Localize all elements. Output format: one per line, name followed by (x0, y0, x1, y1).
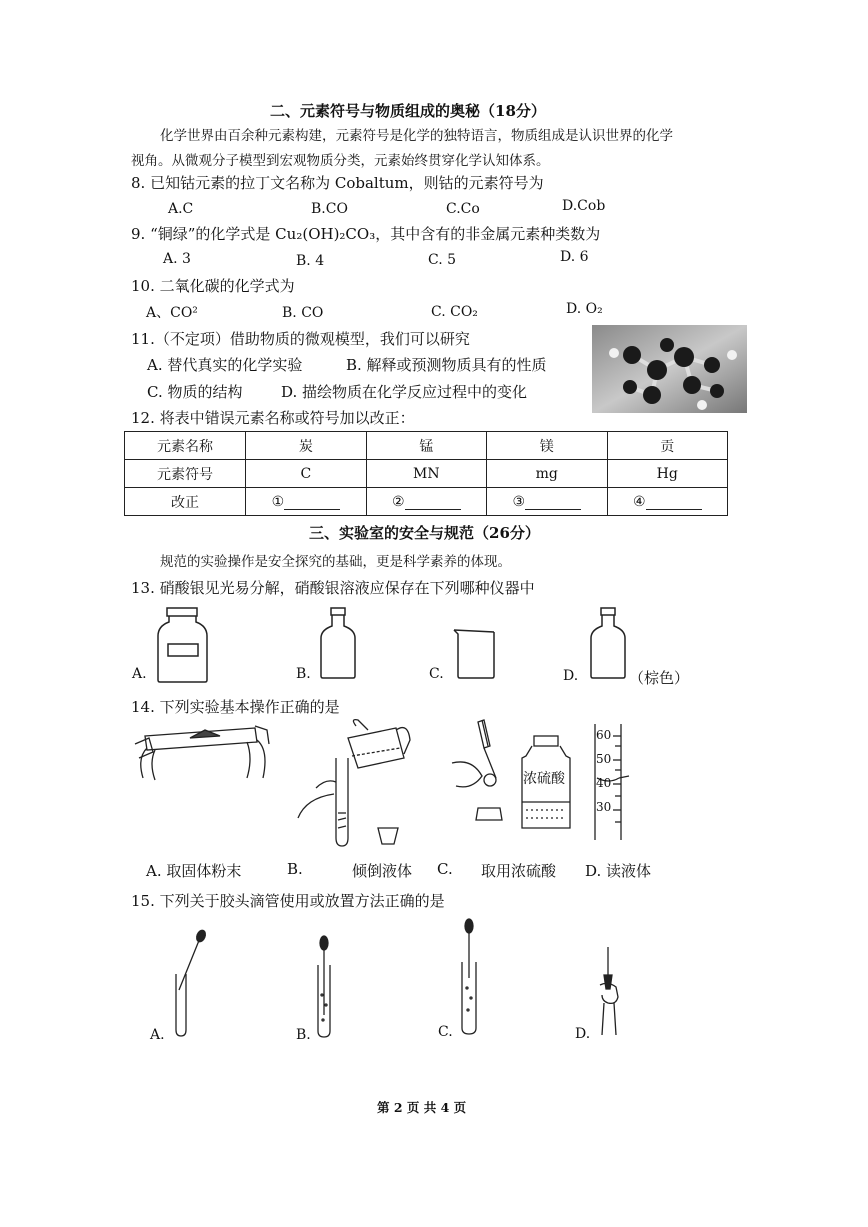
option: C. CO₂ (431, 304, 478, 320)
wide-mouth-bottle-image (155, 606, 210, 684)
blank-number: ② (392, 493, 405, 510)
molecule-model-image (592, 325, 747, 413)
option: B. 4 (296, 253, 325, 269)
option: C. (438, 1024, 453, 1040)
option: C. (437, 860, 453, 878)
dropper-in-tube-slanted-image (170, 930, 210, 1040)
option: B. (296, 1027, 311, 1043)
option: D. O₂ (566, 301, 603, 317)
blank-number: ④ (632, 493, 646, 510)
option: A、CO² (146, 305, 198, 321)
table-cell: 锰 (366, 432, 486, 460)
option: A. 替代真实的化学实验 (147, 356, 303, 374)
table-row (125, 488, 728, 516)
section-intro: 视角。从微观分子模型到宏观物质分类，元素始终贯穿化学认知体系。 (131, 153, 550, 169)
option: 取用浓硫酸 (481, 862, 557, 880)
table-cell: 镁 (487, 432, 607, 460)
table-cell: 炭 (246, 432, 366, 460)
option: A. 取固体粉末 (146, 862, 242, 880)
question-stem: 14. 下列实验基本操作正确的是 (131, 698, 340, 716)
table-cell: 贡 (607, 432, 727, 460)
answer-blank[interactable] (246, 488, 366, 516)
option: A. (150, 1027, 165, 1043)
pour-liquid-image (296, 718, 416, 850)
table-cell: mg (487, 460, 607, 488)
table-row (125, 432, 728, 460)
question-stem: 13. 硝酸银见光易分解，硝酸银溶液应保存在下列哪种仪器中 (131, 579, 535, 597)
dropped-stopper (330, 788, 348, 798)
blank-number: ① (271, 493, 285, 510)
tick-label: 30 (596, 800, 612, 814)
option: B.CO (311, 201, 348, 217)
question-stem: 10. 二氧化碳的化学式为 (131, 277, 295, 295)
option: D. (575, 1026, 591, 1042)
element-table (124, 431, 728, 516)
question-stem: 11.（不定项）借助物质的微观模型，我们可以研究 (131, 330, 470, 348)
option: C. 物质的结构 (147, 383, 243, 401)
section-intro: 化学世界由百余种元素构建，元素符号是化学的独特语言，物质组成是认识世界的化学 (160, 128, 673, 144)
dropper-inside-tube-image (314, 935, 334, 1040)
option: D. 描绘物质在化学反应过程中的变化 (281, 383, 528, 401)
take-powder-image (135, 718, 275, 783)
table-cell: 改正 (125, 488, 246, 516)
option: D.Cob (562, 198, 606, 214)
option: B. (287, 860, 303, 878)
narrow-mouth-bottle-image (318, 606, 358, 680)
option: A.C (168, 201, 194, 217)
option-note: （棕色） (629, 669, 690, 687)
table-cell: 元素名称 (125, 432, 246, 460)
question-stem: 12. 将表中错误元素名称或符号加以改正： (131, 409, 415, 427)
question-stem: 8. 已知钴元素的拉丁文名称为 Cobaltum，则钴的元素符号为 (131, 174, 544, 192)
option: A. (132, 666, 147, 682)
option: C. 5 (428, 252, 457, 268)
table-row (125, 460, 728, 488)
option: B. (296, 666, 311, 682)
question-stem: 15. 下列关于胶头滴管使用或放置方法正确的是 (131, 892, 445, 910)
dropper-above-tube-image (458, 918, 480, 1038)
page-number: 第 2 页 共 4 页 (377, 1100, 467, 1115)
section-title: 三、实验室的安全与规范（26分） (309, 524, 540, 542)
option: D. 读液体 (585, 862, 652, 880)
option: 倾倒液体 (352, 862, 413, 880)
acid-label: 浓硫酸 (523, 771, 565, 787)
section-intro: 规范的实验操作是安全探究的基础，更是科学素养的体现。 (160, 554, 511, 570)
table-cell: 元素符号 (125, 460, 246, 488)
option: C.Co (446, 201, 480, 217)
table-cell: MN (366, 460, 486, 488)
option: D. 6 (560, 249, 589, 265)
table-cell: C (246, 460, 366, 488)
brown-narrow-bottle-image (588, 606, 628, 680)
answer-blank[interactable] (607, 488, 727, 516)
option: B. 解释或预测物质具有的性质 (346, 356, 547, 374)
answer-blank[interactable] (487, 488, 607, 516)
section-title: 二、元素符号与物质组成的奥秘（18分） (270, 102, 546, 120)
blank-number: ③ (512, 493, 526, 510)
option: A. 3 (163, 251, 191, 267)
tick-label: 60 (596, 728, 612, 742)
beaker-image (452, 628, 498, 680)
tick-label: 40 (596, 776, 612, 790)
answer-blank[interactable] (366, 488, 486, 516)
hand-holding-dropper-image (594, 945, 626, 1037)
table-cell: Hg (607, 460, 727, 488)
option: B. CO (282, 305, 324, 321)
option: D. (563, 668, 579, 684)
question-stem: 9. “铜绿”的化学式是 Cu₂(OH)₂CO₃，其中含有的非金属元素种类数为 (131, 225, 601, 243)
tick-label: 50 (596, 752, 612, 766)
option: C. (429, 666, 444, 682)
